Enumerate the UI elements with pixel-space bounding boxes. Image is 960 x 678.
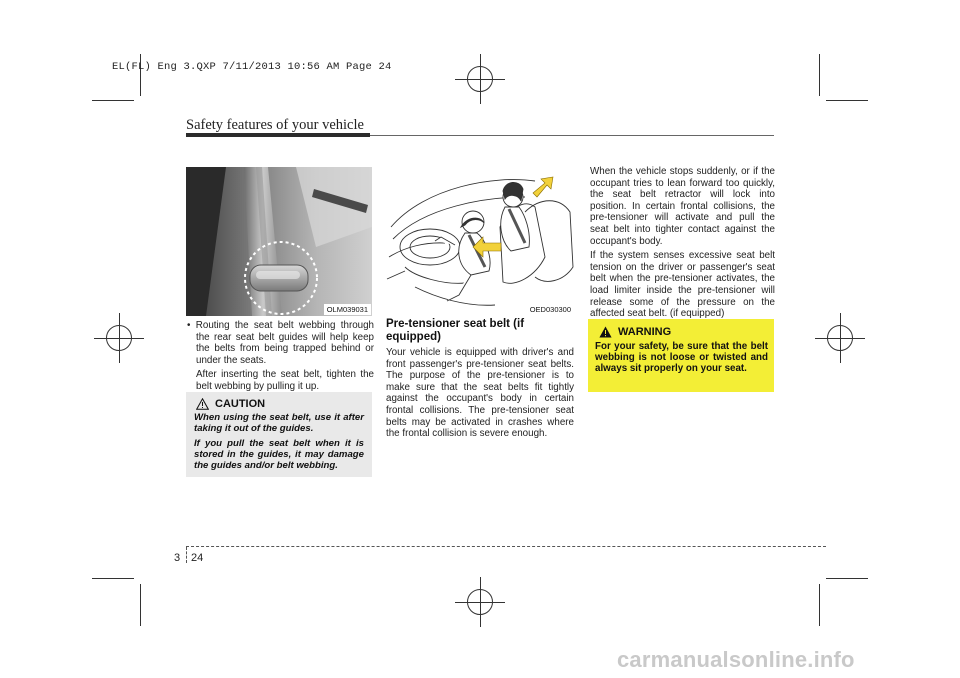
caution-paragraph: If you pull the seat belt when it is stored in the guides, it may damage the guides and/or belt webbing. xyxy=(194,438,364,471)
caution-paragraph: When using the seat belt, use it after taking it out of the guides. xyxy=(194,412,364,434)
paragraph: If the system senses excessive seat belt tension on the driver or passenger's seat belt when the pre-tensioner activates, the load limiter inside the pre-tensioner will release some of the pressure on the affected seat belt. (if equipped) xyxy=(590,250,775,320)
print-slug: EL(FL) Eng 3.QXP 7/11/2013 10:56 AM Page 24 xyxy=(112,61,392,73)
caution-box xyxy=(186,392,372,477)
pretensioner-body: Your vehicle is equipped with driver's and front passenger's pre-tensioner seat belts. The purpose of the pre-tensioner is to make sure that the seat belts fit tightly against the occupant's body in certain frontal collisions. The pre-tensioner seat belts may be activated in crashes where the frontal collision is severe enough. xyxy=(386,347,574,440)
warning-body: For your safety, be sure that the belt webbing is not loose or twisted and always sit properly on your seat. xyxy=(595,341,768,375)
warning-box xyxy=(588,319,774,392)
pretensioner-section xyxy=(386,318,574,440)
title-underline-dark xyxy=(186,133,370,137)
section-title: Safety features of your vehicle xyxy=(186,117,364,133)
pretensioner-illustration xyxy=(385,167,576,316)
warning-triangle-icon xyxy=(599,326,612,338)
warning-header xyxy=(599,326,768,338)
illustration-figure-label: OED030300 xyxy=(527,304,574,315)
caution-triangle-icon xyxy=(196,398,209,410)
title-underline-light xyxy=(370,135,774,136)
caution-header xyxy=(196,398,364,410)
page-number: 24 xyxy=(191,552,204,564)
caution-title: CAUTION xyxy=(215,398,266,410)
watermark: carmanualsonline.info xyxy=(617,647,855,672)
section-heading: Pre-tensioner seat belt (if equipped) xyxy=(386,318,525,343)
retractor-description xyxy=(590,166,775,323)
photo-figure-label: OLM039031 xyxy=(324,304,371,315)
footer-rule xyxy=(186,546,826,547)
seat-belt-guide-photo xyxy=(186,167,372,316)
footer-separator xyxy=(186,547,187,563)
bullet-icon: • xyxy=(187,320,196,331)
belt-guide-instructions xyxy=(186,320,374,393)
warning-title: WARNING xyxy=(618,326,672,338)
caution-body xyxy=(194,412,364,471)
chapter-number: 3 xyxy=(174,552,181,564)
list-item: • Routing the seat belt webbing through the rear seat belt guides will help keep the belts from being trapped behind or under the seats. xyxy=(187,320,375,366)
paragraph: When the vehicle stops suddenly, or if the occupant tries to lean forward too quickly, the seat belt retractor will lock into position. In certain frontal collisions, the pre-tensioner will activate and pull the seat belt into tighter contact against the occupant's body. xyxy=(590,166,775,247)
list-item-continuation: After inserting the seat belt, tighten the belt webbing by pulling it up. xyxy=(196,369,374,392)
